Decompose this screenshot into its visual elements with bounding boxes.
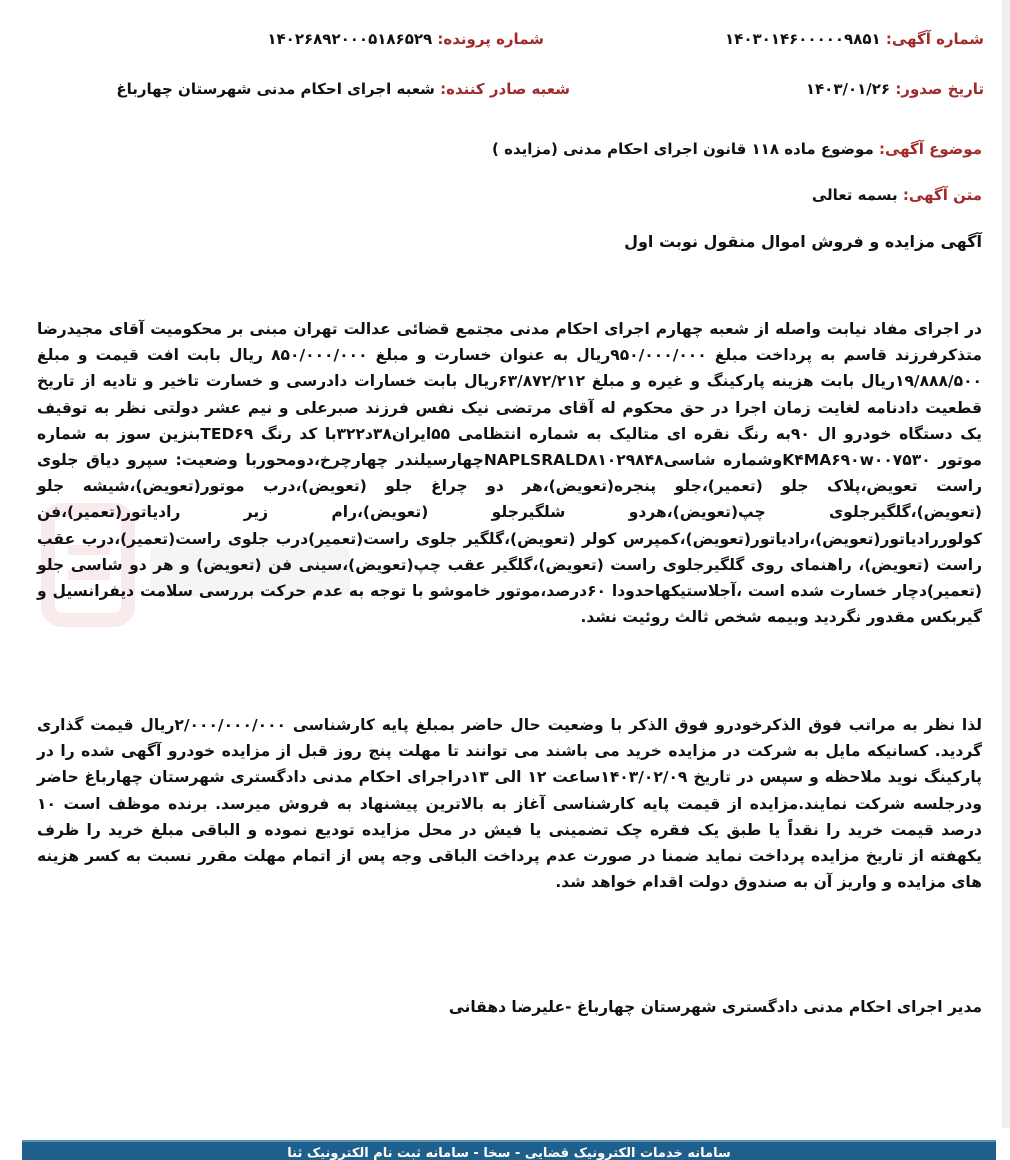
- ad-number-label: شماره آگهی:: [885, 30, 984, 48]
- notice-heading: آگهی مزایده و فروش اموال منقول نوبت اول: [624, 232, 982, 251]
- notice-paragraph-2: لذا نظر به مراتب فوق الذکرخودرو فوق الذکر با وضعیت حال حاضر بمبلغ پایه کارشناسی ۲/۰۰۰/۰۰۰/۰۰۰ریال قیمت گذاری گردید. کسانیکه مایل به شرکت در مزایده خرید می باشند می توانند تا مهلت پنج روز قبل از مزایده خودرو آگهی شده را در پارکینگ نوید ملاحظه و سپس در تاریخ ۱۴۰۳/۰۲/۰۹ساعت ۱۲ الی ۱۳دراجرای احکام مدنی دادگستری شهرستان چهارباغ حاضر ودرجلسه شرکت نمایند.مزایده از قیمت پایه کارشناسی آغاز به بالاترین پیشنهاد به فروش میرسد. برنده موظف است ۱۰ درصد قیمت خرید را نقداً یا طبق یک فقره چک تضمینی یا فیش در محل مزایده تودیع نموده و الباقی مبلغ خرید را ظرف یکهفته از تاریخ مزایده پرداخت نماید ضمنا در صورت عدم پرداخت الباقی وجه پس از اتمام مهلت مقرر نسبت به کسر هزینه های مزایده و واریز آن به صندوق دولت اقدام خواهد شد.: [37, 716, 982, 892]
- notice-paragraph-1: در اجرای مفاد نیابت واصله از شعبه چهارم اجرای احکام مدنی مجتمع قضائی عدالت تهران مبنی بر محکومیت آقای مجیدرضا متذکرفرزند قاسم به پرداخت مبلغ ۹۵۰/۰۰۰/۰۰۰ریال به عنوان خسارت و مبلغ ۸۵۰/۰۰۰/۰۰۰ ریال بابت افت قیمت و مبلغ ۱۹/۸۸۸/۵۰۰ریال بابت هزینه پارکینگ و غیره و مبلغ ۶۳/۸۷۲/۲۱۲ریال بابت خسارات دادرسی و خسارت تاخیر و تادیه از تاریخ قطعیت دادنامه لغایت زمان اجرا در حق محکوم له آقای مرتضی نیک نفس فرزند صبرعلی و نیم عشر دولتی نظر به توقیف یک دستگاه خودرو ال ۹۰به رنگ نقره ای متالیک به شماره انتظامی ۵۵ایران۳۸د۳۲۲با کد رنگ TED۶۹بنزین سوز به شماره موتور K۴MA۶۹۰w۰۰۷۵۳۰وشماره شاسیNAPLSRALD۸۱۰۲۹۸۴۸چهارسیلندر چهارچرخ،دومحوربا وضعیت: سپرو دیاق جلوی راست تعویض،پلاک جلو (تعمیر)،جلو پنجره(تعویض)،هر دو چراغ جلو (تعویض)،درب موتور(تعویض)،شیشه جلو (تعویض)،گلگیرجلوی چپ(تعویض)،هردو شلگیرجلو (تعویض)،رام زیر رادیاتور(تعمیر)،فن کولوررادیاتور(تعویض)،رادیاتور(تعویض)،کمپرس کولر (تعویض)،گلگیر جلوی راست(تعمیر)درب جلوی راست(تعمیر)،درب عقب راست (تعویض)، راهنمای روی گلگیرجلوی راست (تعویض)،گلگیر عقب چپ(تعویض)،سینی فن (تعویض) و هر دو شاسی جلو (تعمیر)دچار خسارت شده است ،آجلاستیکهاحدودا ۶۰درصد،موتور خاموشو با توجه به عدم حرکت بررسی سلامت دیفرانسیل و گیربکس مقدور نگردید وبیمه شخص ثالث روئیت نشد.: [37, 320, 983, 627]
- issuer-value: شعبه اجرای احکام مدنی شهرستان چهارباغ: [116, 80, 435, 98]
- case-number-row: [267, 30, 544, 48]
- subject-value: موضوع ماده ۱۱۸ قانون اجرای احکام مدنی (مزایده ): [492, 140, 874, 158]
- notice-text-label: متن آگهی:: [902, 186, 982, 204]
- issue-date-row: [806, 80, 984, 98]
- signature-line: مدیر اجرای احکام مدنی دادگستری شهرستان چهارباغ -علیرضا دهقانی: [448, 998, 982, 1016]
- notice-text-row: [812, 186, 982, 204]
- subject-label: موضوع آگهی:: [878, 140, 982, 158]
- issue-date-label: تاریخ صدور:: [895, 80, 984, 98]
- issuer-row: [116, 80, 570, 98]
- case-number-label: شماره پرونده:: [437, 30, 544, 48]
- ad-number-value: ۱۴۰۳۰۱۴۶۰۰۰۰۰۹۸۵۱: [725, 30, 881, 48]
- issue-date-value: ۱۴۰۳/۰۱/۲۶: [805, 80, 891, 98]
- case-number-value: ۱۴۰۲۶۸۹۲۰۰۰۵۱۸۶۵۲۹: [267, 30, 433, 48]
- vertical-scrollbar[interactable]: [1002, 0, 1010, 1128]
- subject-row: [492, 140, 982, 158]
- issuer-label: شعبه صادر کننده:: [440, 80, 570, 98]
- footer-text[interactable]: سامانه خدمات الکترونیک قضایی - سخا - سامانه ثبت نام الکترونیک ثنا: [287, 1146, 731, 1160]
- ad-number-row: [725, 30, 984, 48]
- footer-bar: [22, 1140, 996, 1160]
- notice-intro: بسمه تعالی: [811, 186, 898, 204]
